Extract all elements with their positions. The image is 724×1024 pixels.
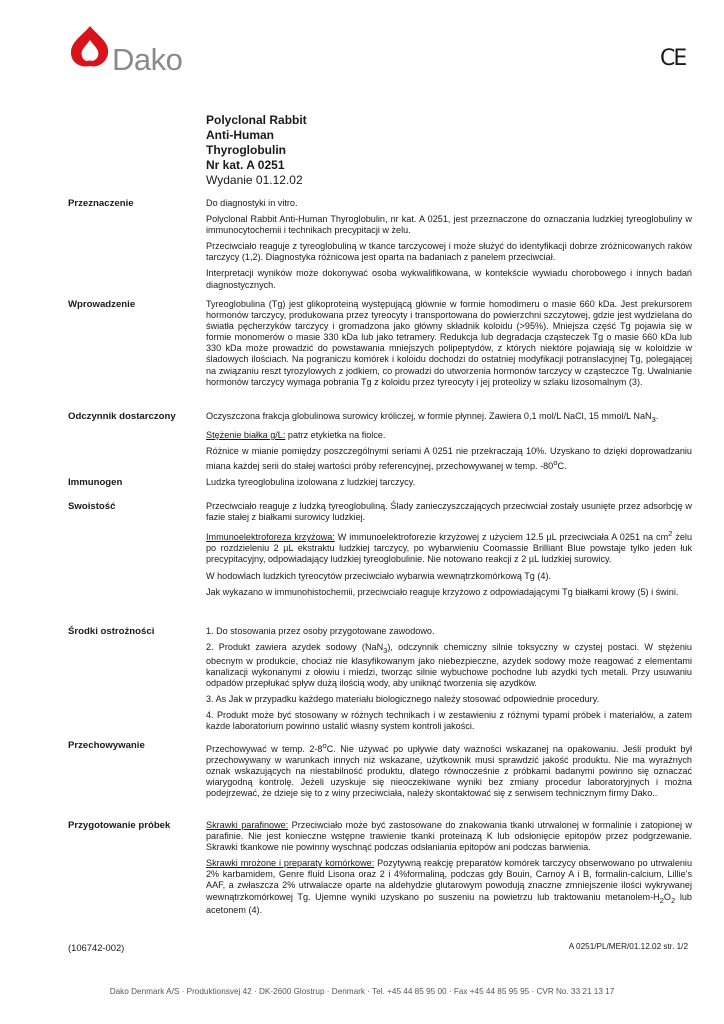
section-body [206,626,692,738]
section-body [206,477,692,493]
paragraph: Skrawki mrożone i preparaty komórkowe: Pozytywną reakcję preparatów komórek tarczycy obserwowano po utrwaleniu 2% karbamidem, Genre fluid Lisona oraz 2 i 4%formaliną, podczas gdy Bouin, Carnoy A i B, formalin-calcium, Lillie's AAF, a zwłaszcza 2% utrwalacze oparte na aldehydzie glutarowym powodują znaczne zmniejszenie ilości wykrywanej wewnątrzkomórkowej Tg. Ujemne wyniki uzyskano po suszeniu na powietrzu lub traktowaniu metanolem-$H_2O_2$ lub acetonem (4). [206,858,693,916]
paragraph: Tyreoglobulina (Tg) jest glikoproteiną występującą głównie w formie homodimeru o masie 660 kDa. Jest prekursorem hormonów tarczycy, produkowana przez tyreocyty i transportowana do powierzchni szczytowej, gdzie jest wydzielana do światła pęcherzyków tarczycy i gromadzona jako główny składnik koloidu (>95%). Mniejsza część Tg pojawia się w formie monomerów o masie 330 kDa lub jako tetramery. Redukcja lub degradacja cząsteczek Tg o masie 660 kDa lub 330 kDa może prowadzić do powstawania mniejszych polipeptydów, z których niektóre pojawiają się w koloidzie w śladowych ilościach. Na pograniczu komórek i koloidu dochodzi do ostatniej modyfikacji potranslacyjnej Tg, polegającej na związaniu reszt tyrozylowych z jodkiem, co prowadzi do utworzenia hormonów tarczycy w cząsteczce Tg. Uwalnianie hormonów tarczycy wymaga pobrania Tg z koloidu przez tyreocyty i jej proteolizy w szlaku lizosomalnym (3). [206,299,692,387]
paragraph: Jak wykazano w immunohistochemii, przeciwciało reaguje krzyżowo z odpowiadającymi Tg białkami krowy (5) i świni. [206,586,679,597]
title-line-1: Polyclonal Rabbit [206,113,307,127]
paragraph: W hodowlach ludzkich tyreocytów przeciwciało wybarwia wewnątrzkomórkową Tg (4). [206,570,552,581]
section-body [206,740,692,805]
section-label: Wprowadzenie [68,299,136,310]
section-body [206,198,692,296]
section-body [206,820,692,922]
paragraph: Interpretacji wyników może dokonywać osoba wykwalifikowana, w kontekście wywiadu chorobowego i innych badań diagnostycznych. [206,268,692,290]
section-label: Przeznaczenie [68,198,134,209]
section-label: Immunogen [68,477,123,488]
edition-date: Wydanie 01.12.02 [206,173,303,187]
section-body [206,299,692,393]
paragraph: Przechowywać w temp. 2-8$^o$C. Nie używać po upływie daty ważności wskazanej na opakowaniu. Jeśli produkt był przechowywany w warunkach innych niż wskazane, użytkownik musi sprawdzić jakość produktu. Nie ma wyraźnych oznak wskazujących na niestabilność produktu, dlatego równocześnie z próbkami badanymi powinno się oznaczać wiarygodną kontrolę. Jeżeli uzyskuje się nieoczekiwane wyniki bez zmiany procedur laboratoryjnych i można podejrzewać, że dzieje się to z winy przeciwciała, należy skontaktować się z serwisem technicznym firmy Dako.. [206,741,692,799]
dako-logo-icon [68,24,112,68]
company-address: Dako Denmark A/S · Produktionsvej 42 · DK-2600 Glostrup · Denmark · Tel. +45 44 85 95 00 · Fax +45 44 85 95 95 · CVR No. 33 21 13 17 [109,987,615,996]
product-title-block [206,113,307,188]
paragraph: Immunoelektroforeza krzyżowa: W immunoelektroforezie krzyżowej z użyciem 12.5 µL przeciwciała A 0251 na $cm^2$ żelu po rozdzieleniu 2 µL ekstraktu ludzkiej tarczycy, po wybarwieniu Coomassie Brilliant Blue powstaje tylko jeden łuk precypitacyjny, odpowiadający ludzkiej tyreoglobulinie. Nie notowano reakcji z 2 µL ludzkiej surowicy. [206,529,692,565]
page-reference: A 0251/PL/MER/01.12.02 str. 1/2 [568,942,688,951]
section-label: Środki ostrożności [68,626,155,637]
section-label: Przechowywanie [68,740,145,751]
paragraph: Oczyszczona frakcja globulinowa surowicy króliczej, w formie płynnej. Zawiera 0,1 mol/L NaCl, 15 mmol/L NaN$_3$. [206,411,659,424]
ce-mark: CE [660,46,686,71]
section-body [206,411,692,477]
paragraph: Przeciwciało reaguje z ludzką tyreoglobuliną. Ślady zanieczyszczających przeciwciał zostały usunięte przez adsorbcję w fazie stałej z białkami surowicy ludzkiej. [206,501,692,523]
paragraph: 3. As Jak w przypadku każdego materiału biologicznego należy stosować odpowiednie procedury. [206,694,600,705]
paragraph: Ludzka tyreoglobulina izolowana z ludzkiej tarczycy. [206,477,416,487]
dako-logo [68,24,198,76]
section-body [206,501,692,603]
section-label: Przygotowanie próbek [68,820,171,831]
title-line-3: Thyroglobulin [206,143,286,157]
catalog-number: Nr kat. A 0251 [206,158,285,172]
paragraph: 2. Produkt zawiera azydek sodowy (NaN$_3$), odczynnik chemiczny silnie toksyczny w czystej postaci. W stężeniu obecnym w produkcie, chociaż nie klasyfikowanym jako niebezpieczne, azydek sodowy może reagować z elementami kanalizacji wykonanymi z ołowiu i miedzi, tworząc silnie wybuchowe pochodne lub azydki tych metali. Przy usuwaniu odpadów przepłukać spływ dużą ilością wody, aby uniknąć tworzenia się azydków. [206,642,692,689]
document-code: (106742-002) [68,942,125,953]
paragraph: Stężenie białka g/L: patrz etykietka na fiolce. [206,429,386,440]
paragraph: Do diagnostyki in vitro. [206,198,298,208]
paragraph: Skrawki parafinowe: Przeciwciało może być zastosowane do znakowania tkanki utrwalonej w formalinie i zatopionej w parafinie. Nie jest konieczne wstępne trawienie tkanki proteinazą K lub odsłonięcie epitopów przez podgrzewanie. Skrawki tkankowe nie powinny wyschnąć podczas odsłaniania epitopów ani podczas barwienia. [206,820,693,853]
section-label: Odczynnik dostarczony [68,411,176,422]
section-label: Swoistość [68,501,116,512]
brand-name: Dako [112,42,183,77]
paragraph: 4. Produkt może być stosowany w różnych technikach i w zestawieniu z różnymi typami próbek i materiałów, a zatem każde laboratorium powinno ustalić własny system kontroli jakości. [206,710,692,732]
title-line-2: Anti-Human [206,128,274,142]
paragraph: 1. Do stosowania przez osoby przygotowane zawodowo. [206,626,435,636]
paragraph: Polyclonal Rabbit Anti-Human Thyroglobulin, nr kat. A 0251, jest przeznaczone do oznaczania ludzkiej tyreoglobuliny w immunocytochemii i technikach precypitacji w żelu. [206,214,692,236]
paragraph: Różnice w mianie pomiędzy poszczególnymi seriami A 0251 nie przekraczają 10%. Uzyskano to dzięki doprowadzaniu miana każdej serii do stałej wartości próby referencyjnej, przechowywanej w temp. -80$^o$C. [206,446,692,472]
paragraph: Przeciwciało reaguje z tyreoglobuliną w tkance tarczycowej i może służyć do identyfikacji dobrze zróżnicowanych raków tarczycy (1,2). Diagnostyka różnicowa jest oparta na badaniach z panelem przeciwciał. [206,241,692,263]
